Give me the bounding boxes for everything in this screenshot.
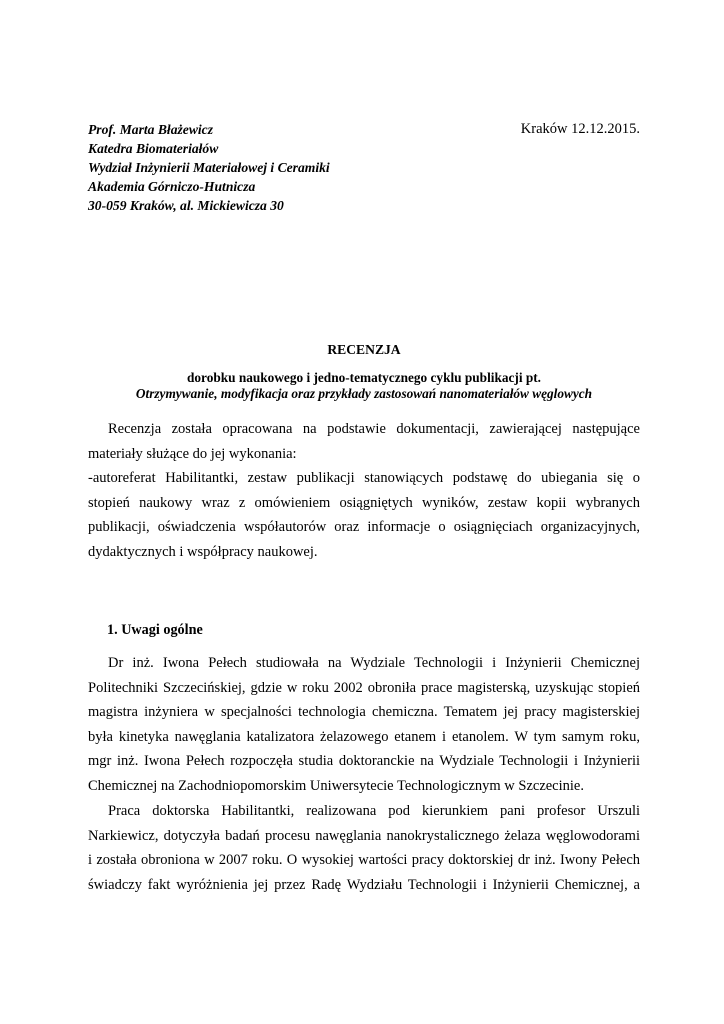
text-line: i została obroniona w 2007 roku. O wysokiej wartości pracy doktorskiej dr inż. Iwony Pełech	[88, 852, 640, 869]
text-line: publikacji, oświadczenia współautorów oraz informacje o osiągnięciach organizacyjnych,	[88, 519, 640, 536]
text-line: stopień naukowy wraz z omówieniem osiągniętych wyników, zestaw kopii wybranych	[88, 494, 640, 511]
text-line: Chemicznej na Zachodniopomorskim Uniwersytecie Technologicznym w Szczecinie.	[88, 777, 584, 794]
text-line: była kinetyka nawęglania katalizatora żelazowego etanem i etanolem. W tym samym roku,	[88, 728, 640, 745]
letter-date: Kraków 12.12.2015.	[520, 121, 640, 137]
text-line: magistra inżyniera w specjalności technologia chemiczna. Tematem jej pracy magisterskiej	[88, 704, 640, 721]
sender-street-address: 30-059 Kraków, al. Mickiewicza 30	[88, 198, 284, 213]
sender-faculty: Wydział Inżynierii Materiałowej i Ceramiki	[88, 160, 330, 175]
sender-university: Akademia Górniczo-Hutnicza	[88, 179, 256, 194]
paragraph-education	[88, 651, 640, 799]
text-line: Dr inż. Iwona Pełech studiowała na Wydziale Technologii i Inżynierii Chemicznej	[108, 655, 640, 671]
paragraph-doctorate	[88, 799, 640, 897]
text-line: Recenzja została opracowana na podstawie dokumentacji, zawierającej następujące	[108, 421, 640, 437]
text-line: dydaktycznych i współpracy naukowej.	[88, 543, 318, 560]
text-line: materiały służące do jej wykonania:	[88, 445, 297, 462]
text-line: Politechniki Szczecińskiej, gdzie w roku 2002 obroniła prace magisterską, uzyskując stopień	[88, 679, 640, 696]
text-line: mgr inż. Iwona Pełech rozpoczęła studia doktoranckie na Wydziale Technologii i Inżynierii	[88, 753, 640, 770]
subtitle-line: dorobku naukowego i jedno-tematycznego cyklu publikacji pt.	[186, 370, 541, 385]
text-line: Narkiewicz, dotyczyła badań procesu nawęglania nanokrystalicznego żelaza węglowodorami	[88, 827, 640, 844]
sender-department: Katedra Biomateriałów	[88, 141, 219, 156]
text-line: -autoreferat Habilitantki, zestaw publikacji stanowiących podstawę do ubiegania się o	[88, 470, 640, 487]
publication-title: Otrzymywanie, modyfikacja oraz przykłady zastosowań nanomateriałów węglowych	[135, 386, 593, 401]
intro-paragraph	[88, 417, 640, 565]
text-line: świadczy fakt wyróżnienia jej przez Radę Wydziału Technologii i Inżynierii Chemicznej, a	[88, 876, 640, 893]
document-subtitle	[88, 370, 640, 402]
sender-name: Prof. Marta Błażewicz	[88, 122, 213, 137]
letter-header	[88, 120, 640, 215]
text-line: Praca doktorska Habilitantki, realizowana pod kierunkiem pani profesor Urszuli	[108, 803, 640, 819]
document-title: RECENZJA	[327, 342, 401, 357]
section-heading-general-remarks: 1. Uwagi ogólne	[107, 622, 203, 638]
